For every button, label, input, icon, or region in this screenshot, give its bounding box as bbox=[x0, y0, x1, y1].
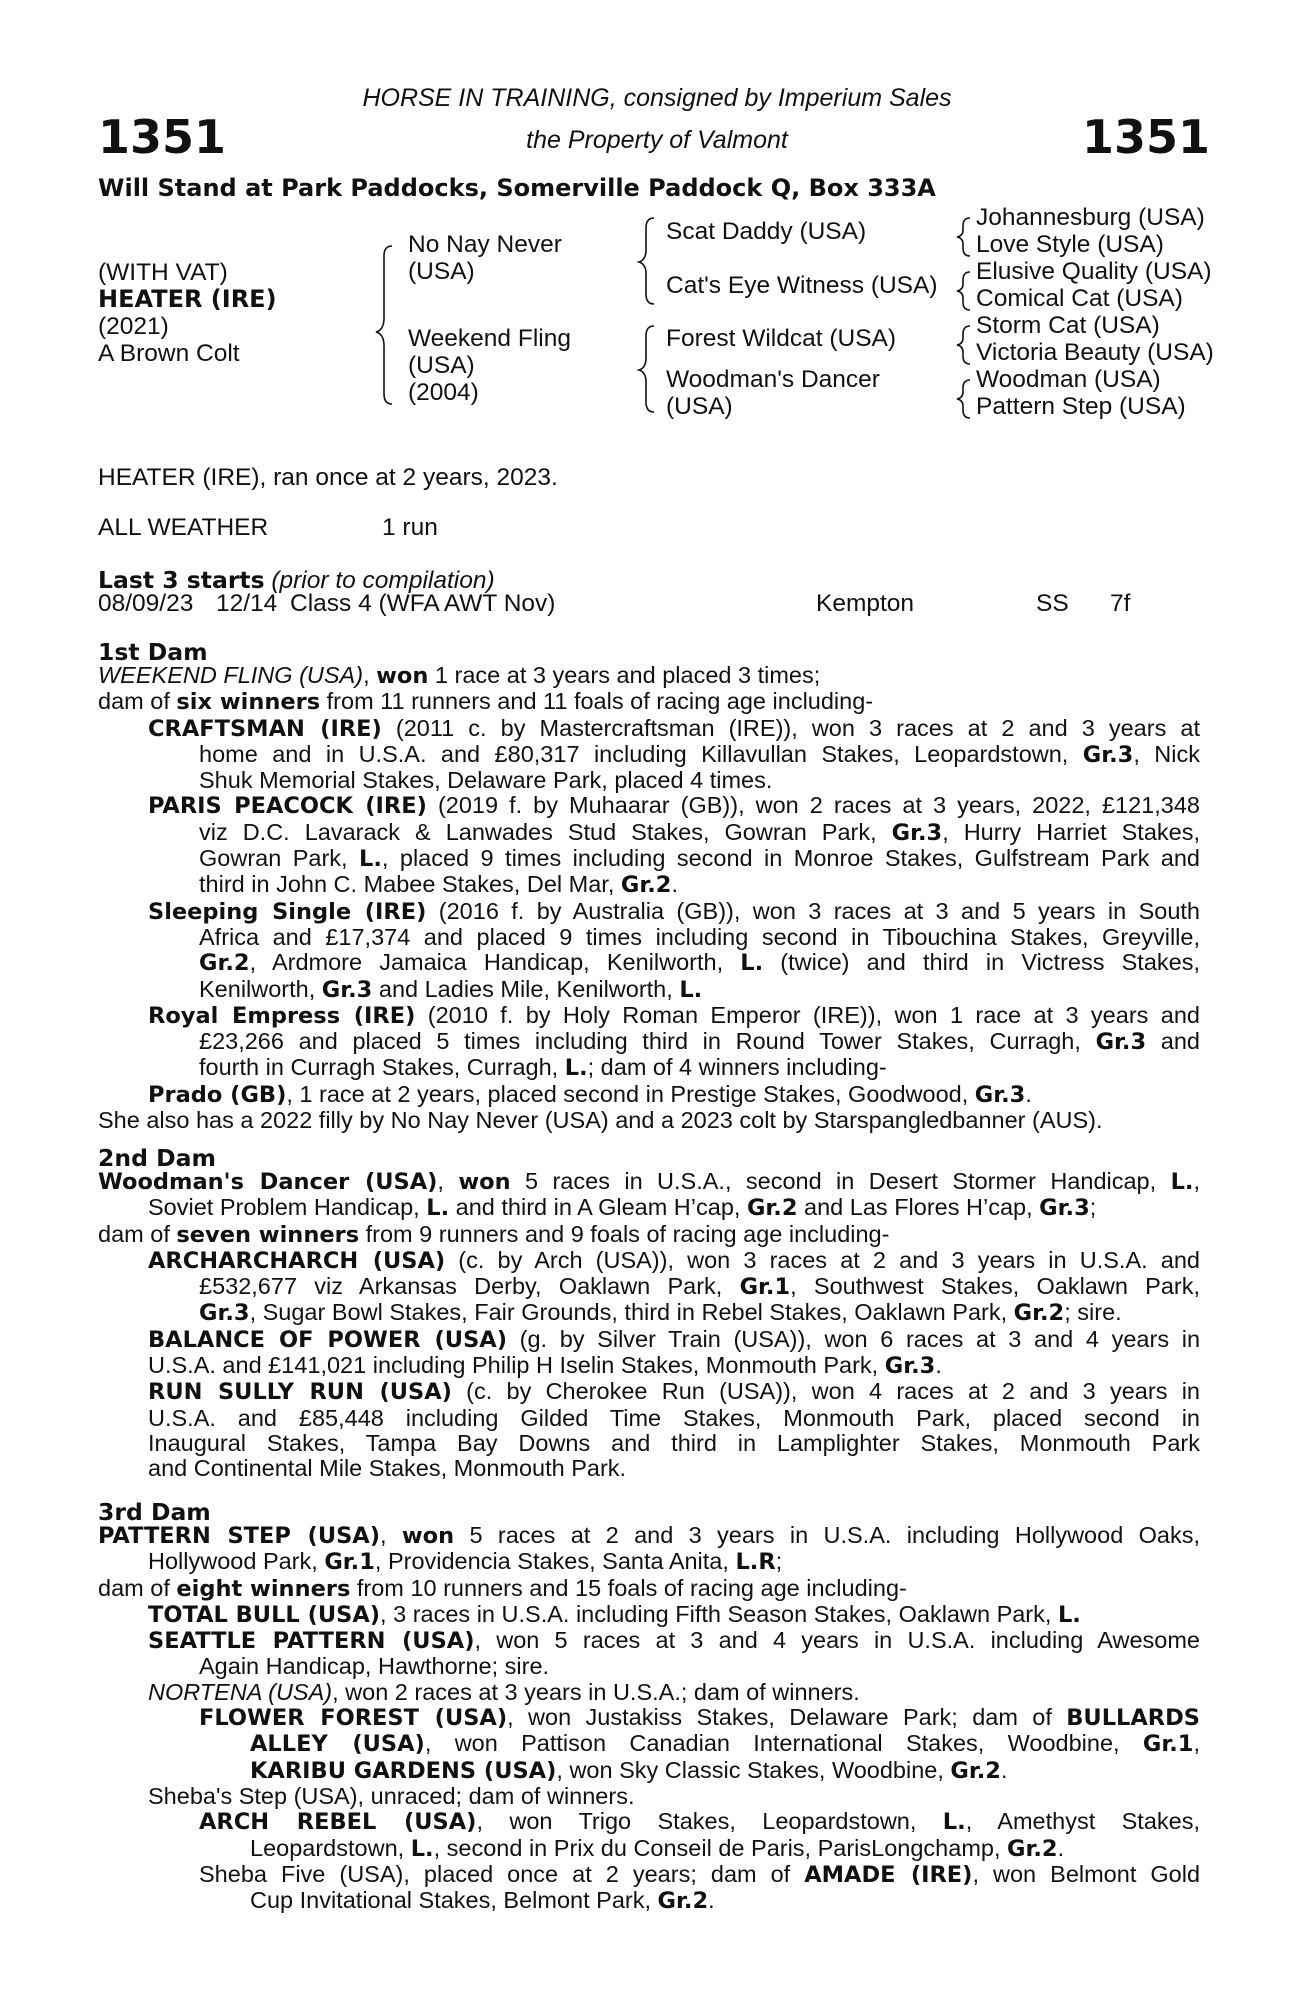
bold-run: CRAFTSMAN (IRE) bbox=[148, 715, 382, 742]
text-line: Sleeping Single (IRE) (2016 f. by Australia (GB)), won 3 races at 3 and 5 years in South bbox=[148, 897, 1200, 925]
gen3-2: Love Style (USA) bbox=[976, 231, 1164, 258]
italic-run: WEEKEND FLING (USA) bbox=[98, 662, 364, 688]
gen3-1: Johannesburg (USA) bbox=[976, 204, 1205, 231]
start-going: SS bbox=[1036, 590, 1069, 617]
text-line: dam of six winners from 11 runners and 11 foals of racing age including- bbox=[98, 688, 874, 716]
bold-run: Gr.3 bbox=[891, 819, 943, 846]
bold-run: L. bbox=[740, 950, 764, 977]
consignment-line: HORSE IN TRAINING, consigned by Imperium Sales bbox=[362, 84, 952, 112]
dam-name: Weekend Fling bbox=[408, 325, 571, 352]
bold-run: Gr.3 bbox=[321, 976, 373, 1003]
bold-run: FLOWER FOREST (USA) bbox=[199, 1705, 508, 1732]
bold-run: Gr.2 bbox=[1013, 1300, 1065, 1327]
start-date: 08/09/23 bbox=[98, 590, 194, 617]
all-weather-label: ALL WEATHER bbox=[98, 514, 269, 541]
bold-run: Gr.1 bbox=[1142, 1731, 1194, 1758]
dam-dam-name: Woodman's Dancer bbox=[666, 366, 880, 393]
bold-run: SEATTLE PATTERN (USA) bbox=[148, 1628, 475, 1655]
bold-run: six winners bbox=[176, 689, 321, 716]
text-line: Gr.3, Sugar Bowl Stakes, Fair Grounds, third in Rebel Stakes, Oaklawn Park, Gr.2; sire. bbox=[199, 1299, 1122, 1327]
text-line: ARCH REBEL (USA), won Trigo Stakes, Leopardstown, L., Amethyst Stakes, bbox=[199, 1808, 1201, 1836]
text-line: KARIBU GARDENS (USA), won Sky Classic Stakes, Woodbine, Gr.2. bbox=[250, 1756, 1008, 1784]
text-line: Gr.2, Ardmore Jamaica Handicap, Kenilworth, L. (twice) and third in Victress Stakes, bbox=[199, 949, 1200, 977]
bold-run: won bbox=[401, 1523, 455, 1549]
bold-run: Gr.2 bbox=[657, 1888, 709, 1915]
second-dam-heading: 2nd Dam bbox=[98, 1144, 216, 1172]
bold-run: ARCH REBEL (USA) bbox=[199, 1809, 477, 1836]
text-line: Gowran Park, L., placed 9 times including second in Monroe Stakes, Gulfstream Park and bbox=[199, 845, 1201, 873]
bold-run: L. bbox=[359, 846, 382, 873]
text-line: ARCHARCHARCH (USA) (c. by Arch (USA)), won 3 races at 2 and 3 years in U.S.A. and bbox=[148, 1246, 1200, 1274]
bold-run: won bbox=[376, 663, 429, 689]
bold-run: L.R bbox=[735, 1549, 776, 1576]
gen3-brace-1 bbox=[957, 218, 970, 256]
bold-run: ARCHARCHARCH (USA) bbox=[148, 1247, 446, 1274]
sire-name: No Nay Never bbox=[408, 231, 562, 258]
bold-run: Gr.1 bbox=[739, 1274, 791, 1301]
horse-year: (2021) bbox=[98, 313, 169, 340]
text-line: She also has a 2022 filly by No Nay Never (USA) and a 2023 colt by Starspangledbanner (AUS). bbox=[98, 1107, 1103, 1134]
text-line: Prado (GB), 1 race at 2 years, placed second in Prestige Stakes, Goodwood, Gr.3. bbox=[148, 1080, 1032, 1108]
start-distance: 7f bbox=[1110, 590, 1131, 617]
bold-run: L. bbox=[679, 976, 703, 1003]
text-line: Soviet Problem Handicap, L. and third in A Gleam H’cap, Gr.2 and Las Flores H’cap, Gr.3; bbox=[148, 1194, 1097, 1222]
text-line: third in John C. Mabee Stakes, Del Mar, Gr.2. bbox=[199, 871, 678, 899]
third-dam-text bbox=[98, 1523, 1200, 1914]
text-line: NORTENA (USA), won 2 races at 3 years in U.S.A.; dam of winners. bbox=[148, 1678, 860, 1705]
text-line: Sheba's Step (USA), unraced; dam of winners. bbox=[148, 1782, 635, 1809]
text-line: dam of eight winners from 10 runners and 15 foals of racing age including- bbox=[98, 1574, 907, 1602]
dam-year: (2004) bbox=[408, 379, 479, 406]
bold-run: Gr.2 bbox=[1007, 1835, 1058, 1862]
vat-note: (WITH VAT) bbox=[98, 259, 228, 286]
start-race: Class 4 (WFA AWT Nov) bbox=[290, 590, 556, 617]
text-line: Hollywood Park, Gr.1, Providencia Stakes, Santa Anita, L.R; bbox=[148, 1548, 783, 1576]
bold-run: Gr.3 bbox=[1039, 1195, 1090, 1222]
text-line: Leopardstown, L., second in Prix du Conseil de Paris, ParisLongchamp, Gr.2. bbox=[250, 1834, 1065, 1862]
text-line: RUN SULLY RUN (USA) (c. by Cherokee Run (USA)), won 4 races at 2 and 3 years in bbox=[148, 1378, 1200, 1406]
bold-run: L. bbox=[426, 1195, 450, 1222]
text-line: £23,266 and placed 5 times including third in Round Tower Stakes, Curragh, Gr.3 and bbox=[199, 1028, 1200, 1056]
gen3-4: Comical Cat (USA) bbox=[976, 285, 1183, 312]
text-line: home and in U.S.A. and £80,317 including Killavullan Stakes, Leopardstown, Gr.3, Nick bbox=[199, 740, 1200, 768]
text-line: PATTERN STEP (USA), won 5 races at 2 and 3 years in U.S.A. including Hollywood Oaks, bbox=[98, 1522, 1200, 1549]
start-course: Kempton bbox=[816, 590, 915, 617]
text-line: TOTAL BULL (USA), 3 races in U.S.A. including Fifth Season Stakes, Oaklawn Park, L. bbox=[148, 1600, 1081, 1628]
bold-run: AMADE (IRE) bbox=[804, 1861, 973, 1888]
text-line: Kenilworth, Gr.3 and Ladies Mile, Kenilworth, L. bbox=[199, 975, 703, 1003]
text-line: Again Handicap, Hawthorne; sire. bbox=[199, 1653, 550, 1680]
gen3-brace-4 bbox=[957, 380, 970, 418]
bold-run: BALANCE OF POWER (USA) bbox=[148, 1326, 507, 1353]
bold-run: Gr.3 bbox=[1082, 741, 1134, 768]
last-starts-note: (prior to compilation) bbox=[271, 567, 495, 594]
bold-run: L. bbox=[1170, 1169, 1194, 1195]
last-starts-title: Last 3 starts bbox=[98, 566, 265, 594]
lot-number-right: 1351 bbox=[1082, 110, 1211, 164]
text-line: FLOWER FOREST (USA), won Justakiss Stakes, Delaware Park; dam of BULLARDS bbox=[199, 1704, 1200, 1732]
bold-run: Gr.3 bbox=[199, 1300, 250, 1327]
gen3-brace-2 bbox=[957, 272, 970, 310]
bold-run: Gr.3 bbox=[884, 1353, 936, 1380]
bold-run: Woodman's Dancer (USA) bbox=[98, 1169, 438, 1195]
bold-run: Gr.2 bbox=[199, 950, 250, 977]
text-line: £532,677 viz Arkansas Derby, Oaklawn Park, Gr.1, Southwest Stakes, Oaklawn Park, bbox=[199, 1273, 1200, 1301]
first-dam-heading: 1st Dam bbox=[98, 638, 208, 666]
bold-run: BULLARDS bbox=[1066, 1705, 1200, 1732]
text-line: Inaugural Stakes, Tampa Bay Downs and third in Lamplighter Stakes, Monmouth Park bbox=[148, 1429, 1200, 1456]
start-position: 12/14 bbox=[216, 590, 278, 617]
text-line: U.S.A. and £85,448 including Gilded Time Stakes, Monmouth Park, placed second in bbox=[148, 1404, 1200, 1431]
text-line: U.S.A. and £141,021 including Philip H Iselin Stakes, Monmouth Park, Gr.3. bbox=[148, 1352, 942, 1380]
dam-sire: Forest Wildcat (USA) bbox=[666, 325, 897, 352]
gen3-6: Victoria Beauty (USA) bbox=[976, 339, 1214, 366]
text-line: fourth in Curragh Stakes, Curragh, L.; dam of 4 winners including- bbox=[199, 1054, 887, 1082]
text-line: PARIS PEACOCK (IRE) (2019 f. by Muhaarar (GB)), won 2 races at 3 years, 2022, £121,348 bbox=[148, 792, 1200, 820]
bold-run: Gr.3 bbox=[1095, 1029, 1147, 1056]
gen3-brace-3 bbox=[957, 326, 970, 364]
text-line: Woodman's Dancer (USA), won 5 races in U.S.A., second in Desert Stormer Handicap, L., bbox=[98, 1168, 1200, 1195]
stand-location: Will Stand at Park Paddocks, Somerville Paddock Q, Box 333A bbox=[98, 174, 936, 202]
dam-brace bbox=[639, 326, 654, 412]
property-line: the Property of Valmont bbox=[526, 126, 788, 154]
text-line: ALLEY (USA), won Pattison Canadian International Stakes, Woodbine, Gr.1, bbox=[250, 1730, 1200, 1758]
bold-run: L. bbox=[942, 1809, 966, 1836]
text-line: viz D.C. Lavarack & Lanwades Stud Stakes, Gowran Park, Gr.3, Hurry Harriet Stakes, bbox=[199, 818, 1200, 846]
bold-run: Royal Empress (IRE) bbox=[148, 1002, 416, 1029]
bold-run: L. bbox=[1057, 1601, 1081, 1628]
text-line: and Continental Mile Stakes, Monmouth Park. bbox=[148, 1455, 627, 1482]
text-line: Sheba Five (USA), placed once at 2 years; dam of AMADE (IRE), won Belmont Gold bbox=[199, 1860, 1201, 1888]
second-dam-text bbox=[98, 1169, 1200, 1482]
text-line: Shuk Memorial Stakes, Delaware Park, placed 4 times. bbox=[199, 767, 773, 794]
horse-name: HEATER (IRE) bbox=[98, 285, 277, 313]
bold-run: Gr.2 bbox=[746, 1195, 798, 1222]
bold-run: L. bbox=[410, 1835, 434, 1862]
bold-run: Sleeping Single (IRE) bbox=[148, 898, 427, 925]
third-dam-heading: 3rd Dam bbox=[98, 1498, 211, 1526]
gen3-5: Storm Cat (USA) bbox=[976, 312, 1160, 339]
sire-dam: Cat's Eye Witness (USA) bbox=[666, 272, 938, 299]
text-line: Royal Empress (IRE) (2010 f. by Holy Roman Emperor (IRE)), won 1 race at 3 years and bbox=[148, 1001, 1200, 1029]
bold-run: Gr.2 bbox=[950, 1757, 1001, 1784]
bold-run: eight winners bbox=[176, 1575, 351, 1602]
bold-run: TOTAL BULL (USA) bbox=[148, 1601, 381, 1628]
text-line: WEEKEND FLING (USA), won 1 race at 3 years and placed 3 times; bbox=[98, 662, 821, 689]
italic-run: NORTENA (USA) bbox=[148, 1678, 333, 1705]
text-line: CRAFTSMAN (IRE) (2011 c. by Mastercraftsman (IRE)), won 3 races at 2 and 3 years at bbox=[148, 714, 1200, 742]
gen3-3: Elusive Quality (USA) bbox=[976, 258, 1212, 285]
racing-summary: HEATER (IRE), ran once at 2 years, 2023. bbox=[98, 464, 558, 491]
bold-run: PARIS PEACOCK (IRE) bbox=[148, 793, 427, 820]
bold-run: Gr.3 bbox=[974, 1081, 1026, 1108]
bold-run: RUN SULLY RUN (USA) bbox=[148, 1379, 452, 1406]
all-weather-value: 1 run bbox=[382, 514, 438, 541]
text-line: dam of seven winners from 9 runners and 9 foals of racing age including- bbox=[98, 1220, 890, 1248]
text-line: SEATTLE PATTERN (USA), won 5 races at 3 and 4 years in U.S.A. including Awesome bbox=[148, 1627, 1200, 1655]
text-line: Cup Invitational Stakes, Belmont Park, Gr.2. bbox=[250, 1887, 715, 1915]
text-line: BALANCE OF POWER (USA) (g. by Silver Train (USA)), won 6 races at 3 and 4 years in bbox=[148, 1325, 1201, 1353]
bold-run: Prado (GB) bbox=[148, 1081, 287, 1108]
dam-country: (USA) bbox=[408, 352, 475, 379]
lot-number-left: 1351 bbox=[98, 110, 227, 164]
pedigree-main-brace bbox=[376, 246, 392, 404]
sire-country: (USA) bbox=[408, 258, 475, 285]
bold-run: Gr.1 bbox=[324, 1549, 375, 1576]
sire-brace bbox=[639, 218, 654, 304]
bold-run: seven winners bbox=[176, 1221, 360, 1248]
first-dam-text bbox=[98, 663, 1200, 1133]
text-line: Africa and £17,374 and placed 9 times including second in Tibouchina Stakes, Greyville, bbox=[199, 923, 1200, 950]
gen3-8: Pattern Step (USA) bbox=[976, 393, 1186, 420]
sire-sire: Scat Daddy (USA) bbox=[666, 218, 867, 245]
bold-run: KARIBU GARDENS (USA) bbox=[250, 1757, 557, 1784]
gen3-7: Woodman (USA) bbox=[976, 366, 1161, 393]
bold-run: won bbox=[458, 1169, 511, 1195]
bold-run: L. bbox=[564, 1055, 588, 1082]
bold-run: Gr.2 bbox=[620, 872, 672, 899]
bold-run: PATTERN STEP (USA) bbox=[98, 1523, 380, 1549]
horse-description: A Brown Colt bbox=[98, 340, 240, 367]
bold-run: ALLEY (USA) bbox=[250, 1731, 425, 1758]
dam-dam-country: (USA) bbox=[666, 393, 733, 420]
